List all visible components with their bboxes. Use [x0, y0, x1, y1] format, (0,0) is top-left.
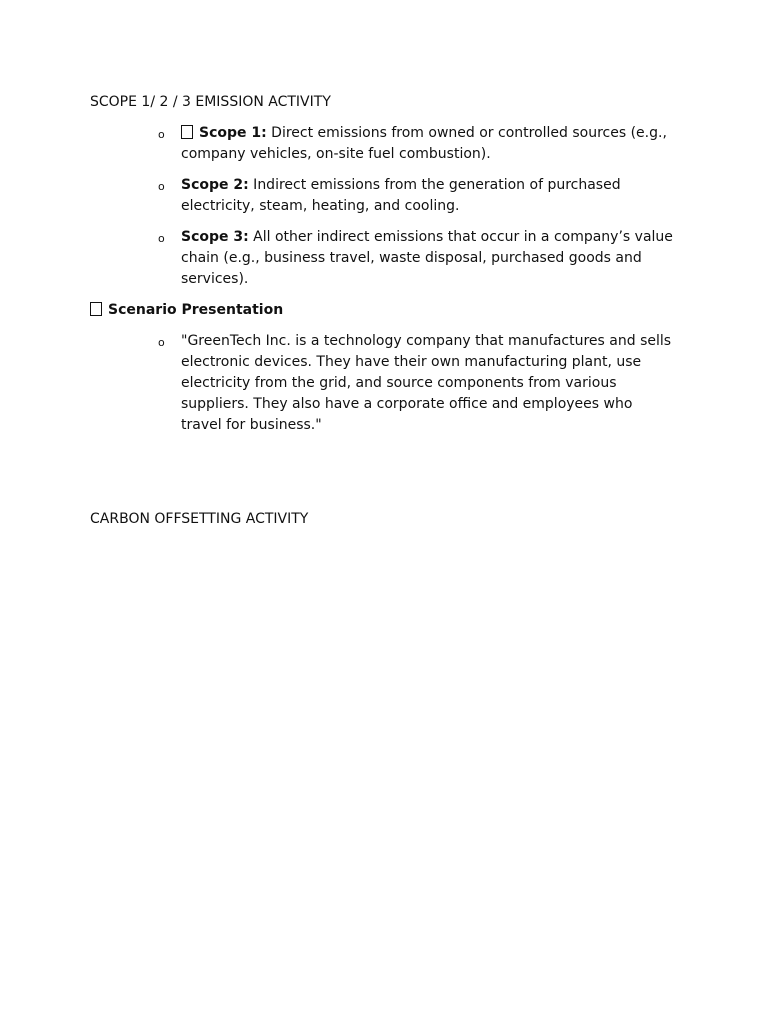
scope-term: Scope 2: [181, 177, 249, 193]
bullet-marker: o [158, 336, 165, 349]
list-item-scope-3 [0, 227, 676, 290]
list-item-scenario [0, 331, 676, 436]
scope-description: All other indirect emissions that occur in a company’s value chain (e.g., business travel, waste disposal, purchased goods and services). [181, 229, 673, 287]
list-item-scope-2 [0, 175, 676, 217]
missing-glyph-icon [181, 125, 193, 139]
scope-list [0, 123, 768, 300]
bullet-marker: o [158, 128, 165, 141]
bullet-marker: o [158, 232, 165, 245]
scenario-list [0, 331, 768, 446]
bullet-marker: o [158, 180, 165, 193]
scope-description: Indirect emissions from the generation of purchased electricity, steam, heating, and cooling. [181, 177, 621, 214]
list-item-scope-1 [0, 123, 676, 165]
scenario-title-text: Scenario Presentation [108, 302, 284, 318]
missing-glyph-icon [90, 302, 102, 316]
section-title-scenario [90, 301, 283, 319]
scenario-description: "GreenTech Inc. is a technology company that manufactures and sells electronic devices. They have their own manufacturing plant, use electricity from the grid, and source components from various suppliers. They also have a corporate office and employees who travel for business." [181, 333, 672, 433]
heading-scope-emission-activity: SCOPE 1/ 2 / 3 EMISSION ACTIVITY [90, 94, 331, 110]
scope-term: Scope 3: [181, 229, 249, 245]
scope-description: Direct emissions from owned or controlled sources (e.g., company vehicles, on-site fuel combustion). [181, 125, 667, 162]
scope-term: Scope 1: [199, 125, 267, 141]
heading-carbon-offsetting-activity: CARBON OFFSETTING ACTIVITY [90, 511, 309, 527]
